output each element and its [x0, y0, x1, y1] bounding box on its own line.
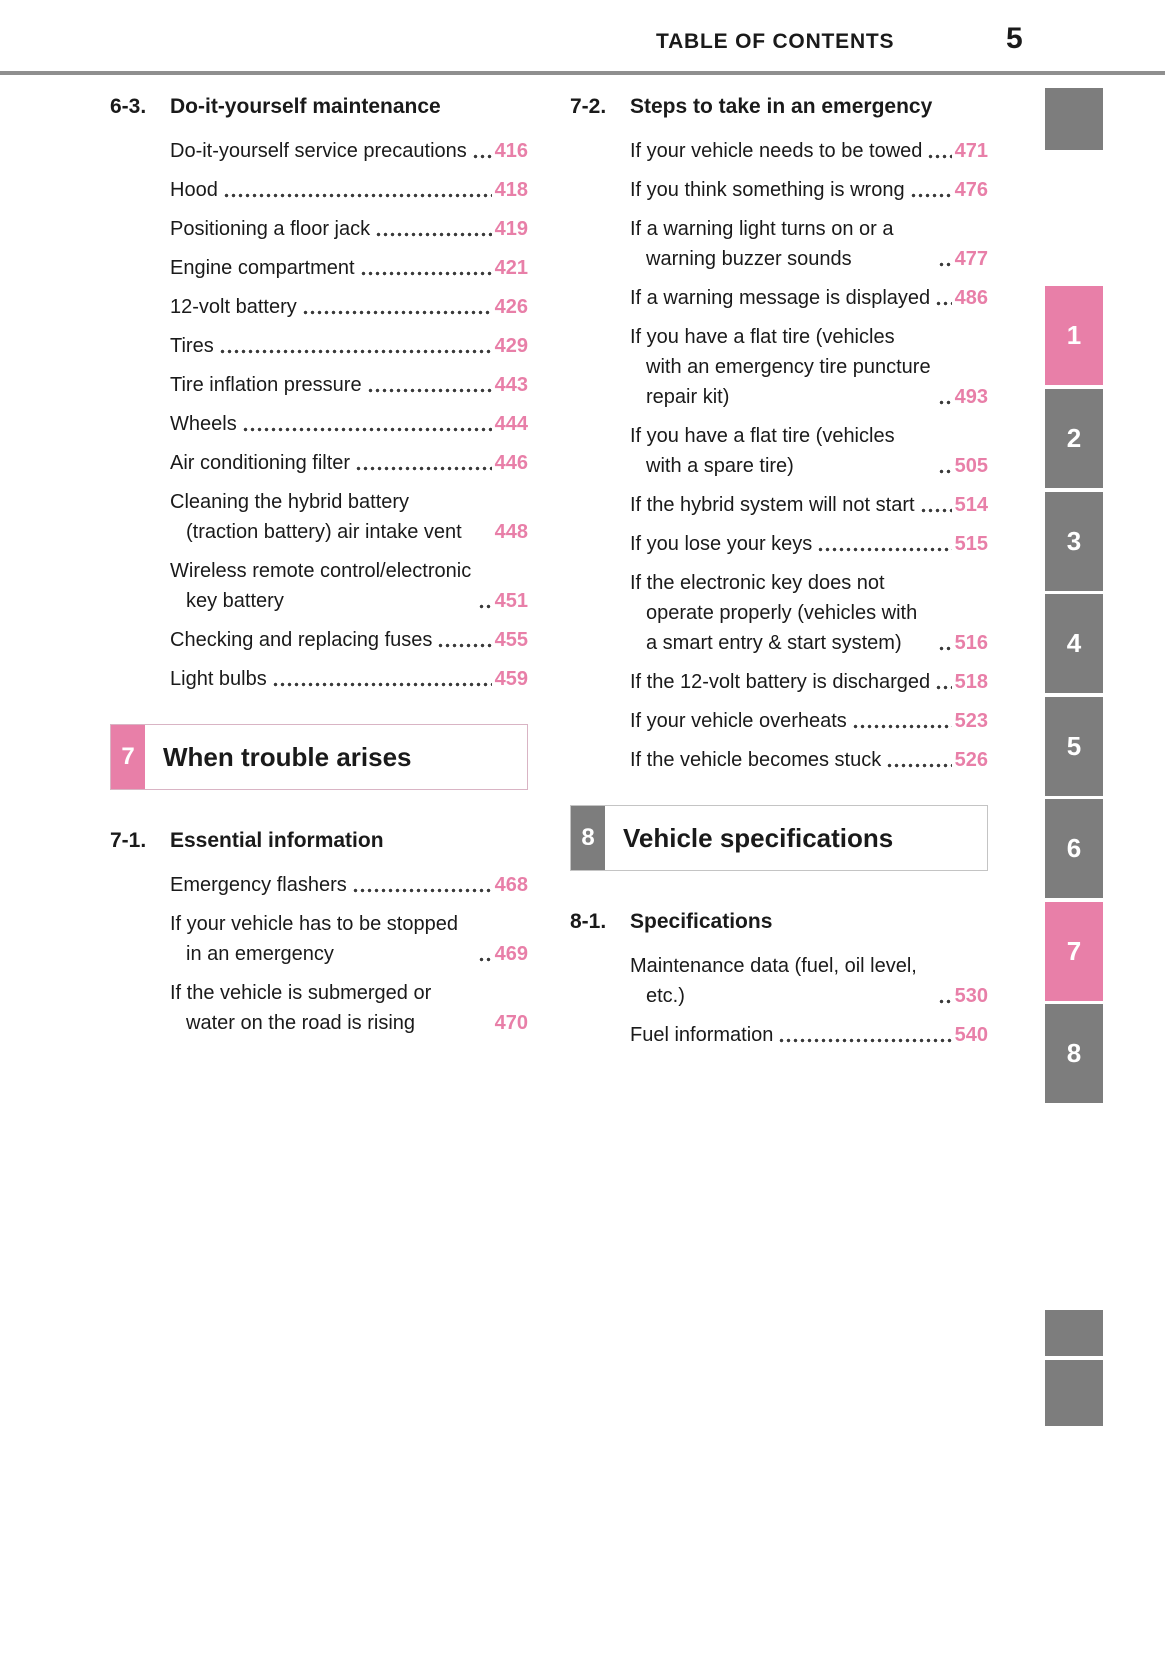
toc-entry-page: 451: [494, 590, 528, 612]
toc-entry-label: If you have a flat tire (vehicles with a spare tire): [630, 425, 895, 477]
section-number: 7-1.: [110, 829, 147, 852]
dotted-leader: [886, 763, 951, 768]
toc-entry-label: Tires: [170, 335, 214, 357]
section-title: Steps to take in an emergency: [630, 95, 933, 118]
toc-entry-page: 471: [954, 140, 988, 162]
section-8-1-entries: [630, 951, 988, 1050]
toc-entry-label: If the vehicle becomes stuck: [630, 749, 882, 771]
dotted-leader: [478, 957, 492, 962]
toc-entry: [170, 331, 528, 361]
tab-spacer-bottom-2: [1045, 1360, 1103, 1426]
toc-entry-page: 443: [494, 374, 528, 396]
chapter-tab-8: [1045, 1004, 1103, 1103]
left-column: [110, 92, 528, 1059]
chapter-tab-label: 2: [1066, 423, 1082, 453]
section-7-2: [570, 92, 988, 775]
dotted-leader: [437, 643, 491, 648]
toc-entry: [170, 370, 528, 400]
section-8-1-heading: [570, 907, 988, 937]
dotted-leader: [478, 1026, 492, 1031]
toc-entry: [630, 951, 988, 1011]
toc-entry-label: Engine compartment: [170, 257, 355, 279]
toc-entry: [630, 214, 988, 274]
chapter-7-number: 7: [111, 725, 145, 789]
toc-entry-label: Maintenance data (fuel, oil level, etc.): [630, 955, 917, 1007]
tab-spacer-top: [1045, 88, 1103, 150]
chapter-tab-strip: [1045, 0, 1103, 1653]
toc-entry-label: If the 12-volt battery is discharged: [630, 671, 931, 693]
dotted-leader: [938, 999, 952, 1004]
chapter-tab-label: 4: [1066, 628, 1082, 658]
toc-entry: [630, 1020, 988, 1050]
chapter-tab-label: 7: [1066, 936, 1082, 966]
chapter-8-title: Vehicle specifications: [623, 822, 894, 853]
chapter-tab-2: [1045, 389, 1103, 488]
toc-entry: [170, 909, 528, 969]
section-8-1: [570, 907, 988, 1050]
chapter-tab-label: 8: [1066, 1038, 1082, 1068]
toc-entry-label: If the vehicle is submerged or water on the road is rising: [170, 982, 432, 1034]
toc-entry-label: Do-it-yourself service precautions: [170, 140, 467, 162]
dotted-leader: [367, 388, 492, 393]
toc-entry-label: Wireless remote control/electronic key battery: [170, 560, 472, 612]
toc-entry-page: 540: [954, 1024, 988, 1046]
toc-entry-page: 505: [954, 455, 988, 477]
toc-entry-label: If a warning message is displayed: [630, 287, 931, 309]
toc-entry-page: 477: [954, 248, 988, 270]
section-6-3-heading: [110, 92, 528, 122]
dotted-leader: [817, 547, 951, 552]
tab-spacer-bottom-1: [1045, 1310, 1103, 1356]
toc-entry: [170, 978, 528, 1038]
toc-entry-label: If your vehicle overheats: [630, 710, 847, 732]
toc-entry: [630, 175, 988, 205]
toc-entry: [630, 136, 988, 166]
toc-entry-page: 448: [494, 521, 528, 543]
chapter-tab-1: [1045, 286, 1103, 385]
dotted-leader: [352, 888, 492, 893]
dotted-leader: [223, 193, 492, 198]
toc-entry: [170, 136, 528, 166]
toc-entry-label: If your vehicle needs to be towed: [630, 140, 923, 162]
toc-entry-label: If the electronic key does not operate properly (vehicles with a smart entry & start system): [630, 572, 918, 654]
toc-entry: [170, 292, 528, 322]
toc-entry: [630, 706, 988, 736]
toc-entry: [170, 625, 528, 655]
chapter-tab-label: 6: [1066, 833, 1082, 863]
toc-entry-page: 459: [494, 668, 528, 690]
toc-entry-label: If your vehicle has to be stopped in an emergency: [170, 913, 458, 965]
toc-entry-page: 514: [954, 494, 988, 516]
toc-entry: [170, 556, 528, 616]
section-title: Essential information: [170, 829, 384, 852]
toc-entry-page: 518: [954, 671, 988, 693]
chapter-tab-label: 5: [1066, 731, 1082, 761]
toc-entry-page: 446: [494, 452, 528, 474]
toc-entry-label: Tire inflation pressure: [170, 374, 362, 396]
toc-entry: [170, 214, 528, 244]
toc-entry: [170, 175, 528, 205]
toc-entry-page: 418: [494, 179, 528, 201]
section-title: Specifications: [630, 910, 773, 933]
toc-entry-label: Light bulbs: [170, 668, 267, 690]
dotted-leader: [219, 349, 492, 354]
dotted-leader: [920, 508, 952, 513]
toc-entry-page: 493: [954, 386, 988, 408]
chapter-tab-3: [1045, 492, 1103, 591]
toc-entry: [170, 253, 528, 283]
toc-entry-page: 515: [954, 533, 988, 555]
page-header-title: TABLE OF CONTENTS: [656, 30, 895, 53]
section-number: 7-2.: [570, 95, 607, 118]
toc-entry-label: 12-volt battery: [170, 296, 297, 318]
toc-entry: [170, 870, 528, 900]
toc-entry-label: Positioning a floor jack: [170, 218, 371, 240]
dotted-leader: [472, 154, 492, 159]
section-number: 8-1.: [570, 910, 607, 933]
toc-entry-label: If the hybrid system will not start: [630, 494, 915, 516]
toc-entry: [630, 322, 988, 412]
dotted-leader: [927, 154, 951, 159]
toc-entry-page: 526: [954, 749, 988, 771]
section-7-1-entries: [170, 870, 528, 1038]
toc-entry: [170, 448, 528, 478]
toc-entry-page: 476: [954, 179, 988, 201]
section-6-3-entries: [170, 136, 528, 694]
dotted-leader: [360, 271, 492, 276]
dotted-leader: [478, 535, 492, 540]
toc-entry-label: Emergency flashers: [170, 874, 347, 896]
toc-entry-page: 486: [954, 287, 988, 309]
toc-entry: [170, 409, 528, 439]
chapter-tab-6: [1045, 799, 1103, 898]
toc-entry-label: If you lose your keys: [630, 533, 813, 555]
dotted-leader: [375, 232, 492, 237]
chapter-tab-5: [1045, 697, 1103, 796]
toc-entry-label: Air conditioning filter: [170, 452, 351, 474]
toc-entry-page: 426: [494, 296, 528, 318]
toc-entry-page: 419: [494, 218, 528, 240]
toc-entry-page: 469: [494, 943, 528, 965]
section-6-3: [110, 92, 528, 694]
dotted-leader: [242, 427, 492, 432]
chapter-8-number: 8: [571, 806, 605, 870]
dotted-leader: [355, 466, 492, 471]
dotted-leader: [852, 724, 952, 729]
section-title: Do-it-yourself maintenance: [170, 95, 441, 118]
toc-entry: [630, 421, 988, 481]
dotted-leader: [478, 604, 492, 609]
dotted-leader: [302, 310, 492, 315]
toc-entry-label: Cleaning the hybrid battery (traction battery) air intake vent: [170, 491, 462, 543]
section-7-1: [110, 826, 528, 1038]
toc-entry: [630, 490, 988, 520]
chapter-tab-4: [1045, 594, 1103, 693]
chapter-8-banner: [570, 805, 988, 871]
toc-entry-label: Checking and replacing fuses: [170, 629, 433, 651]
page-number: 5: [1006, 22, 1023, 55]
dotted-leader: [938, 262, 952, 267]
toc-entry-page: 429: [494, 335, 528, 357]
toc-entry: [630, 667, 988, 697]
dotted-leader: [272, 682, 492, 687]
toc-entry-page: 530: [954, 985, 988, 1007]
chapter-tab-label: 1: [1066, 320, 1082, 350]
toc-entry-page: 416: [494, 140, 528, 162]
section-number: 6-3.: [110, 95, 147, 118]
dotted-leader: [938, 646, 952, 651]
toc-entry-page: 516: [954, 632, 988, 654]
toc-entry: [630, 529, 988, 559]
header-rule: [0, 71, 1165, 75]
dotted-leader: [938, 400, 952, 405]
toc-entry-label: If a warning light turns on or a warning buzzer sounds: [630, 218, 894, 270]
toc-entry-label: Fuel information: [630, 1024, 774, 1046]
dotted-leader: [910, 193, 952, 198]
toc-entry-label: If you think something is wrong: [630, 179, 905, 201]
section-7-2-heading: [570, 92, 988, 122]
toc-entry: [630, 283, 988, 313]
section-7-2-entries: [630, 136, 988, 775]
dotted-leader: [935, 685, 951, 690]
toc-entry: [170, 664, 528, 694]
dotted-leader: [778, 1038, 951, 1043]
toc-entry-page: 444: [494, 413, 528, 435]
chapter-7-banner: [110, 724, 528, 790]
toc-entry: [630, 745, 988, 775]
toc-entry-page: 470: [494, 1012, 528, 1034]
dotted-leader: [935, 301, 951, 306]
toc-entry-page: 523: [954, 710, 988, 732]
toc-entry-page: 421: [494, 257, 528, 279]
chapter-tab-label: 3: [1066, 526, 1082, 556]
section-7-1-heading: [110, 826, 528, 856]
right-column: [570, 92, 988, 1059]
chapter-7-title: When trouble arises: [163, 741, 412, 772]
dotted-leader: [938, 469, 952, 474]
chapter-tab-7: [1045, 902, 1103, 1001]
toc-entry: [630, 568, 988, 658]
toc-entry-page: 455: [494, 629, 528, 651]
toc-entry: [170, 487, 528, 547]
toc-entry-label: Hood: [170, 179, 218, 201]
toc-entry-label: Wheels: [170, 413, 237, 435]
toc-entry-page: 468: [494, 874, 528, 896]
toc-entry-label: If you have a flat tire (vehicles with an emergency tire puncture repair kit): [630, 326, 931, 408]
toc-columns: [110, 92, 988, 1059]
